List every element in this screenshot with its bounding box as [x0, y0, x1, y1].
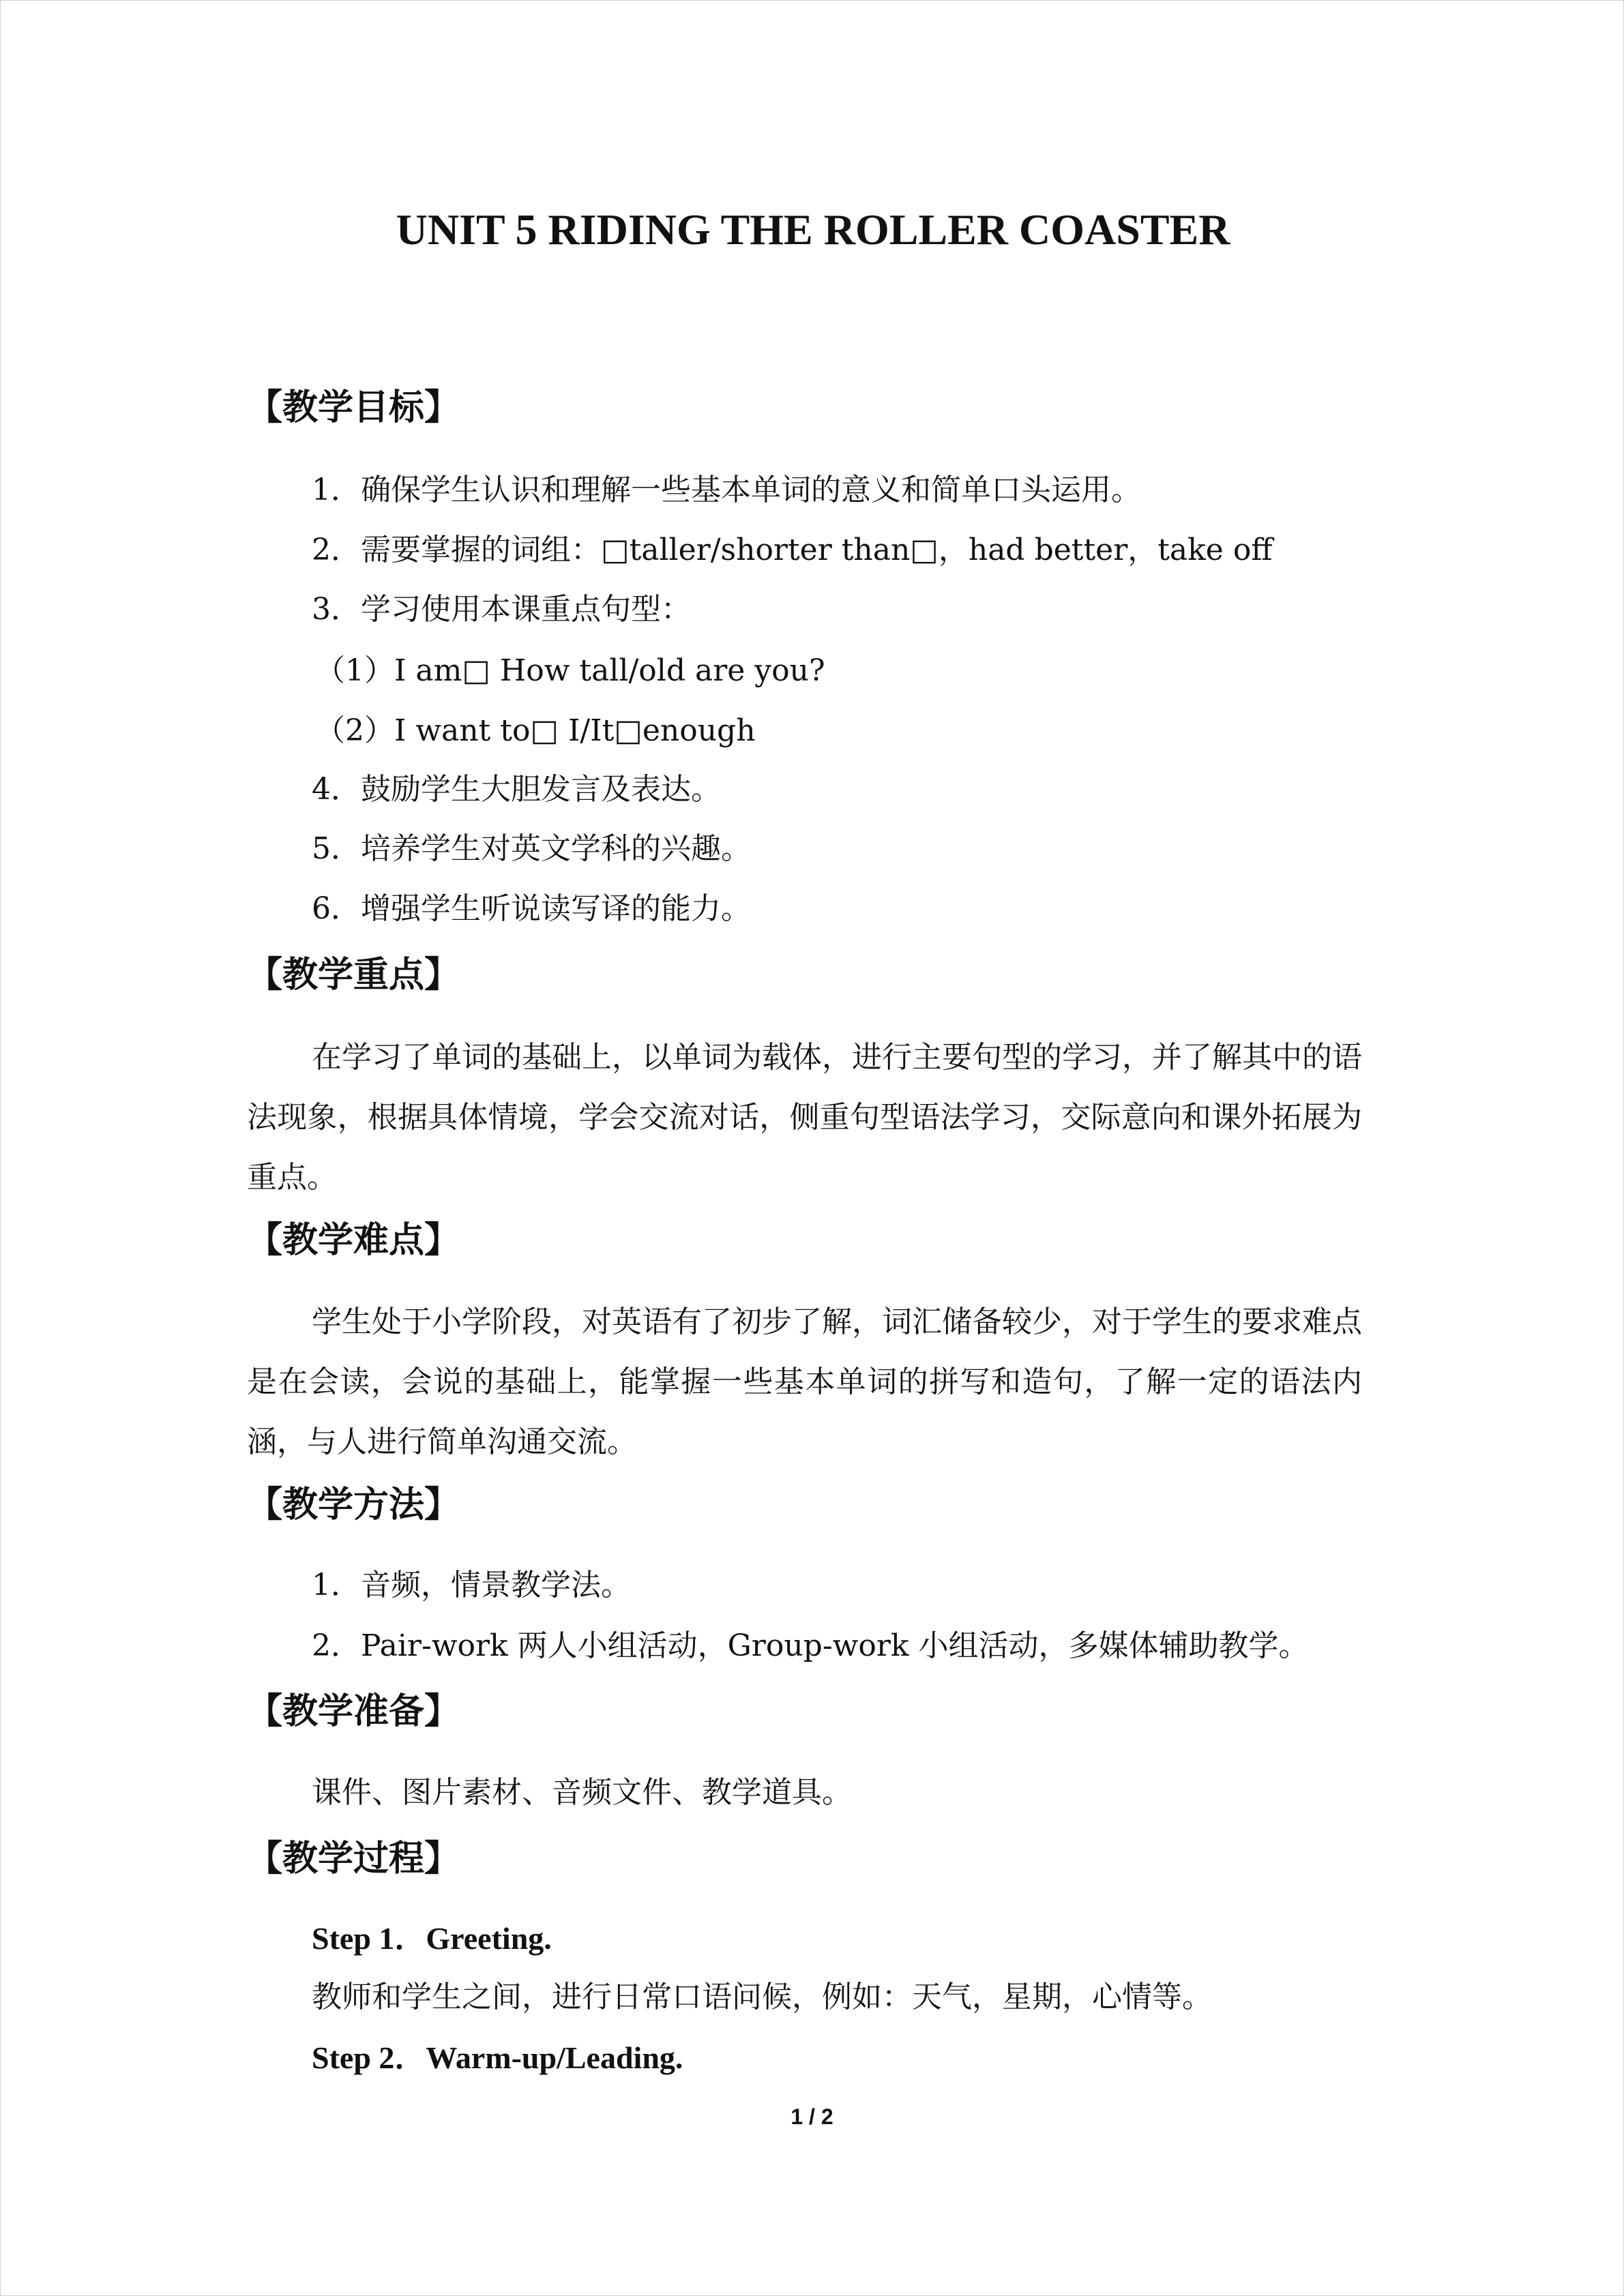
- heading-difficulties: 【教学难点】: [247, 1219, 460, 1261]
- heading-preparation: 【教学准备】: [247, 1690, 460, 1732]
- heading-objectives: 【教学目标】: [247, 387, 460, 428]
- difficulties-paragraph: 学生处于小学阶段，对英语有了初步了解，词汇储备较少，对于学生的要求难点是在会读，会说的基础上，能掌握一些基本单词的拼写和造句，了解一定的语法内涵，与人进行简单沟通交流。: [247, 1304, 1362, 1459]
- preparation-text: 课件、图片素材、音频文件、教学道具。: [312, 1775, 852, 1810]
- document-title: UNIT 5 RIDING THE ROLLER COASTER: [396, 205, 1230, 254]
- objective-item: 5．培养学生对英文学科的兴趣。: [312, 831, 751, 866]
- method-item: 1．音频，情景教学法。: [312, 1568, 631, 1602]
- method-item: 2．Pair-work 两人小组活动，Group-work 小组活动，多媒体辅助教学。: [312, 1628, 1309, 1663]
- objective-item: 1．确保学生认识和理解一些基本单词的意义和简单口头运用。: [312, 473, 1141, 507]
- objective-subitem: （1）I am□ How tall/old are you?: [315, 653, 825, 688]
- objective-item: 3．学习使用本课重点句型：: [312, 592, 691, 627]
- step-title: Step 2．Warm-up/Leading.: [312, 2040, 683, 2075]
- heading-process: 【教学过程】: [247, 1838, 460, 1879]
- heading-key-points: 【教学重点】: [247, 954, 460, 996]
- objective-item: 6．增强学生听说读写译的能力。: [312, 891, 751, 926]
- objective-subitem: （2）I want to□ I/It□enough: [315, 713, 756, 748]
- key-points-paragraph: 在学习了单词的基础上，以单词为载体，进行主要句型的学习，并了解其中的语法现象，根据具体情境，学会交流对话，侧重句型语法学习，交际意向和课外拓展为重点。: [247, 1040, 1362, 1195]
- objective-item: 4．鼓励学生大胆发言及表达。: [312, 772, 721, 807]
- page-number: 1 / 2: [791, 2104, 833, 2129]
- step-title: Step 1．Greeting.: [312, 1921, 552, 1956]
- heading-methods: 【教学方法】: [247, 1484, 460, 1525]
- step-text: 教师和学生之间，进行日常口语问候，例如：天气，星期，心情等。: [312, 1980, 1212, 2014]
- objective-item: 2．需要掌握的词组：□taller/shorter than□，had better，take off: [312, 533, 1273, 567]
